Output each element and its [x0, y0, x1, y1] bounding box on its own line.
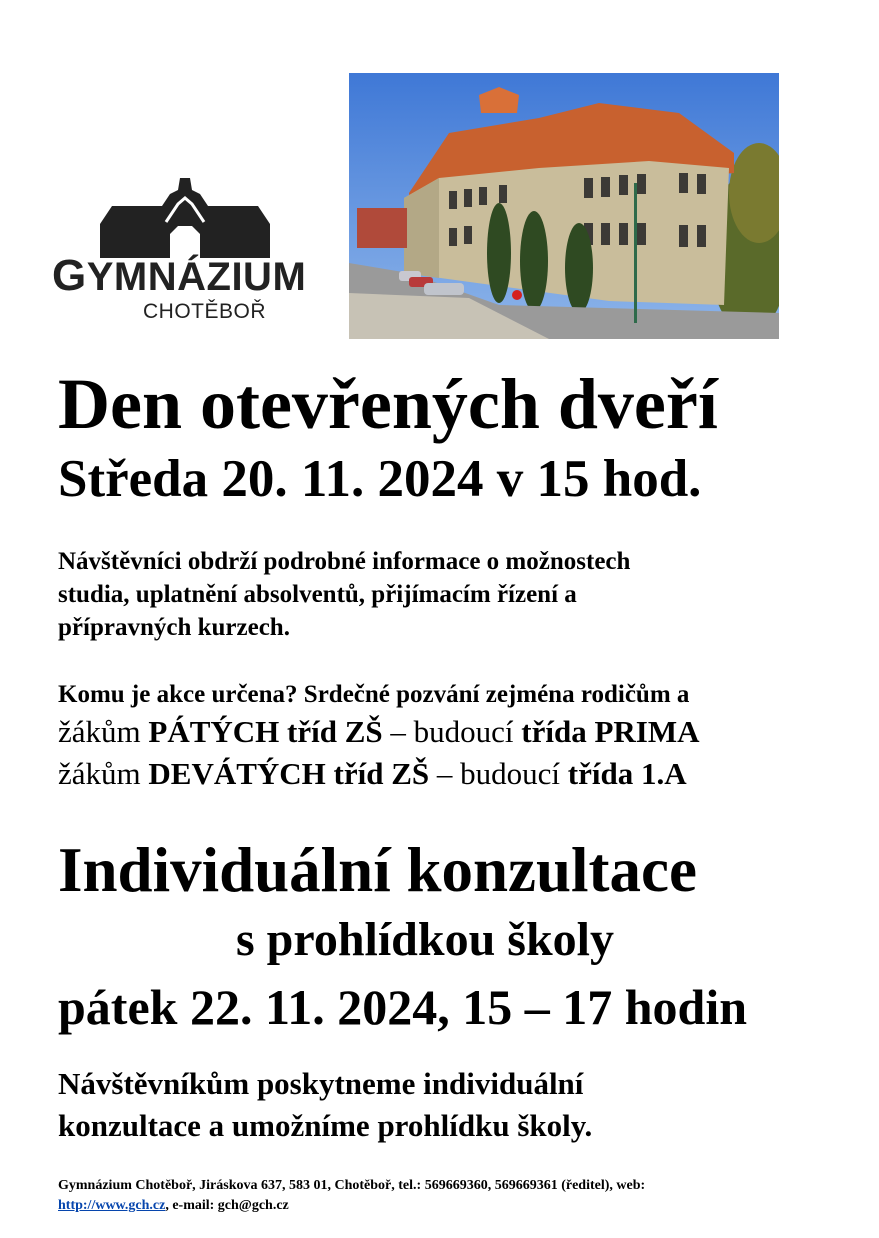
- info-line: studia, uplatnění absolventů, přijímacím řízení a: [58, 581, 577, 608]
- website-link[interactable]: http://www.gch.cz: [58, 1198, 166, 1213]
- audience-question: Komu je akce určena? Srdečné pozvání zejména rodičům a: [58, 681, 690, 708]
- logo-city: CHOTĚBOŘ: [143, 300, 267, 323]
- consult-title: Individuální konzultace: [58, 835, 697, 905]
- school-logo: [52, 176, 307, 326]
- event-title: Den otevřených dveří: [58, 364, 718, 444]
- footer-email: , e-mail: gch@gch.cz: [165, 1198, 289, 1213]
- logo-name-rest: YMNÁZIUM: [86, 255, 307, 299]
- audience-row-ninth: [58, 756, 687, 792]
- audience-text: – budoucí: [382, 714, 522, 749]
- consult-date: pátek 22. 11. 2024, 15 – 17 hodin: [58, 979, 748, 1035]
- consult-subtitle: s prohlídkou školy: [236, 913, 614, 966]
- audience-text: žákům: [58, 756, 149, 791]
- event-date: Středa 20. 11. 2024 v 15 hod.: [58, 450, 702, 508]
- logo-name-cap: G: [52, 251, 87, 300]
- audience-class: třída 1.A: [567, 756, 687, 791]
- event-info: [58, 545, 630, 644]
- audience-class: třída PRIMA: [521, 714, 700, 749]
- info-line: Návštěvníci obdrží podrobné informace o možnostech: [58, 548, 631, 575]
- consult-info-line: Návštěvníkům poskytneme individuální: [58, 1066, 584, 1101]
- audience-row-fifth: [58, 714, 700, 750]
- audience-grade: PÁTÝCH tříd ZŠ: [148, 714, 383, 749]
- footer-contact: [58, 1176, 645, 1216]
- audience-text: žákům: [58, 714, 149, 749]
- footer-web-line: [58, 1196, 645, 1216]
- info-line: přípravných kurzech.: [58, 614, 290, 641]
- footer-address: Gymnázium Chotěboř, Jiráskova 637, 583 01, Chotěboř, tel.: 569669360, 569669361 (ředitel), web:: [58, 1178, 646, 1193]
- consult-info-line: konzultace a umožníme prohlídku školy.: [58, 1108, 593, 1143]
- school-building-icon: [100, 176, 270, 258]
- audience-grade: DEVÁTÝCH tříd ZŠ: [148, 756, 430, 791]
- audience-text: – budoucí: [429, 756, 568, 791]
- school-building-photo: [349, 73, 779, 339]
